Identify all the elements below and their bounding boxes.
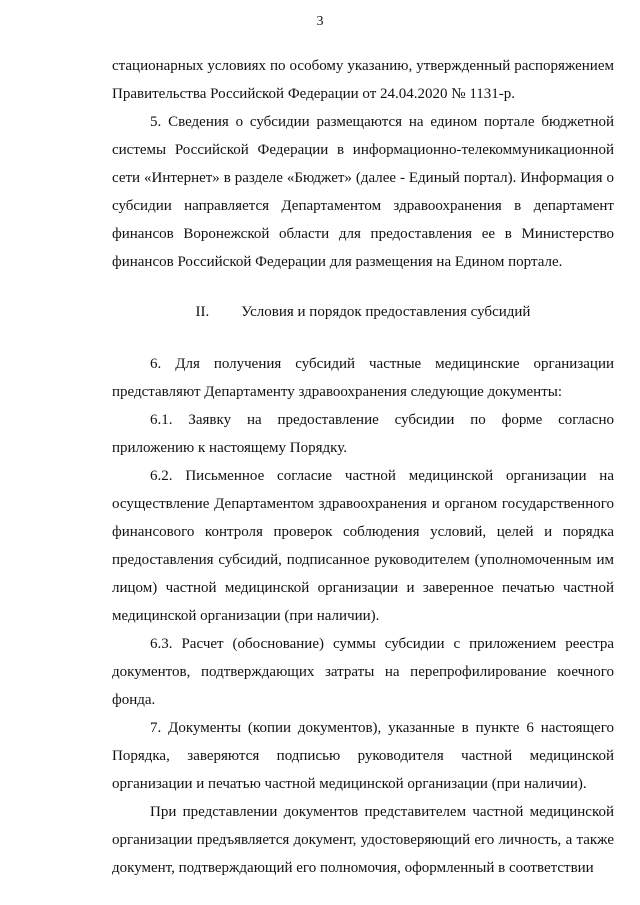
paragraph-representative: При представлении документов представителем частной медицинской организации предъявляется документ, удостоверяющий его личность, а также документ, подтверждающий его полномочия, оформленный в соответствии [112, 804, 614, 876]
section-number: II. [195, 304, 210, 320]
document-body [112, 52, 614, 882]
paragraph-6-2: 6.2. Письменное согласие частной медицинской организации на осуществление Департаментом здравоохранения и органом государственного финансового контроля проверок соблюдения условий, целей и порядка предоставления субсидий, подписанное руководителем (уполномоченным им лицом) частной медицинской организации и заверенное печатью частной медицинской организации (при наличии). [112, 468, 614, 624]
paragraph-6: 6. Для получения субсидий частные медицинские организации представляют Департаменту здравоохранения следующие документы: [112, 356, 614, 400]
paragraph-5: 5. Сведения о субсидии размещаются на едином портале бюджетной системы Российской Федерации в информационно-телекоммуникационной сети «Интернет» в разделе «Бюджет» (далее - Единый портал). Информация о субсидии направляется Департаментом здравоохранения в департамент финансов Воронежской области для предоставления ее в Министерство финансов Российской Федерации для размещения на Едином портале. [112, 114, 614, 270]
section-title: Условия и порядок предоставления субсидий [241, 304, 531, 320]
paragraph-6-3: 6.3. Расчет (обоснование) суммы субсидии с приложением реестра документов, подтверждающих затраты на перепрофилирование коечного фонда. [112, 636, 614, 708]
section-heading [112, 298, 614, 326]
paragraph-7: 7. Документы (копии документов), указанные в пункте 6 настоящего Порядка, заверяются подписью руководителя частной медицинской организации и печатью частной медицинской организации (при наличии). [112, 720, 614, 792]
paragraph-continuation: стационарных условиях по особому указанию, утвержденный распоряжением Правительства Российской Федерации от 24.04.2020 № 1131-р. [112, 58, 614, 102]
page-number: 3 [316, 14, 324, 29]
paragraph-6-1: 6.1. Заявку на предоставление субсидии по форме согласно приложению к настоящему Порядку. [112, 412, 614, 456]
